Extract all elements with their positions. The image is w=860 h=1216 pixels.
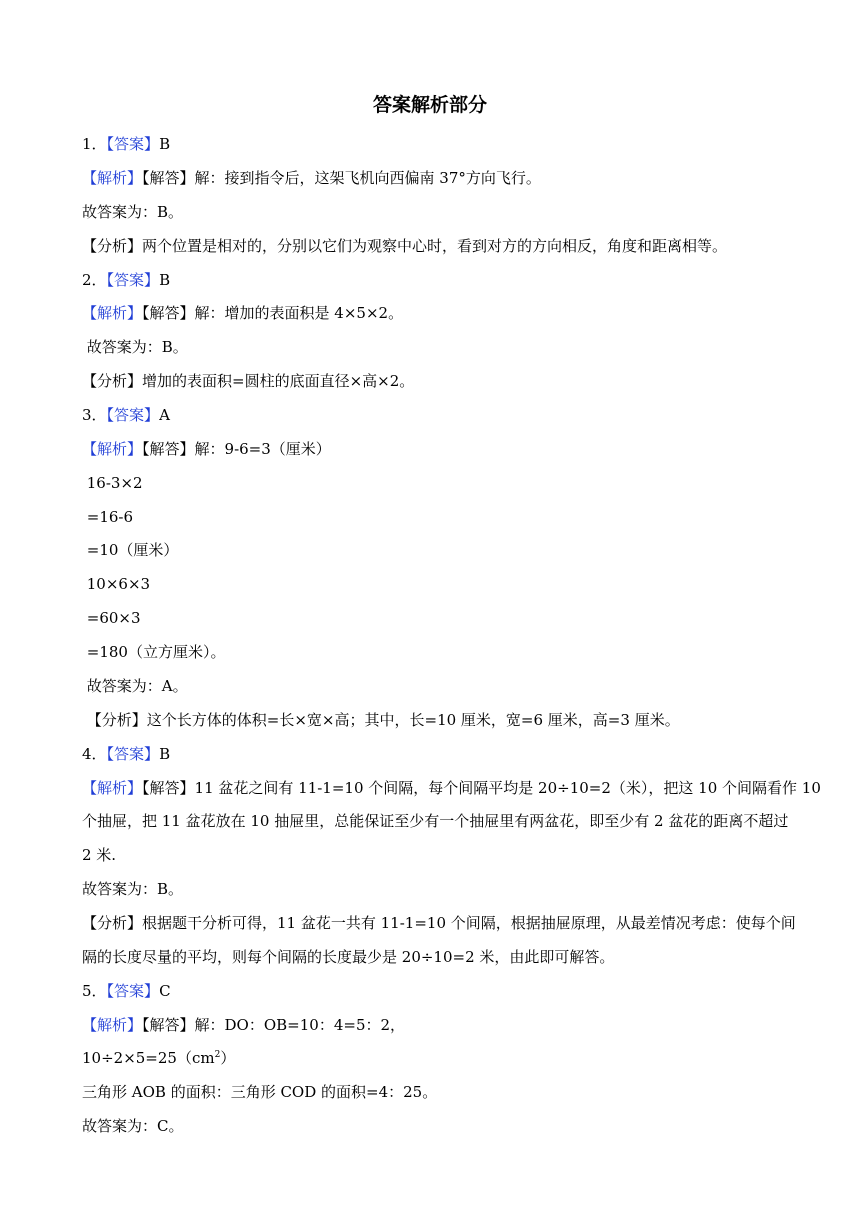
q3-step: 16-3×2: [82, 474, 143, 492]
q4-analysis-line: [82, 913, 812, 933]
page-title: 答案解析部分: [372, 94, 487, 116]
q1-conclusion: 故答案为：B。: [82, 203, 184, 221]
q4-solution-l2: 个抽屉，把 11 盆花放在 10 抽屉里，总能保证至少有一个抽屉里有两盆花，即至少有 2 盆花的距离不超过: [82, 812, 789, 830]
jieda-label: 【解答】: [142, 779, 195, 797]
q5-ratio: 三角形 AOB 的面积：三角形 COD 的面积=4：25。: [82, 1083, 438, 1101]
jiexi-label: 【解析】: [82, 440, 143, 458]
answer-label: 【答案】: [106, 271, 160, 289]
jieda-label: 【解答】: [142, 169, 195, 187]
q2-solution-line: [82, 303, 812, 323]
answer-label: 【答案】: [106, 135, 160, 153]
q3-analysis-line: [82, 710, 812, 730]
jiexi-label: 【解析】: [82, 1016, 143, 1034]
q4-analysis-l2: 隔的长度尽量的平均，则每个间隔的长度最少是 20÷10=2 米，由此即可解答。: [82, 948, 615, 966]
q2-answer: B: [159, 271, 171, 289]
q1-solution: 解：接到指令后，这架飞机向西偏南 37°方向飞行。: [194, 169, 541, 187]
fenxi-label: 【分析】: [82, 237, 143, 255]
q3-answer-line: [82, 405, 812, 425]
q1-analysis-line: [82, 236, 812, 256]
answer-label: 【答案】: [106, 982, 160, 1000]
q3-step: 10×6×3: [82, 575, 151, 593]
jiexi-label: 【解析】: [82, 169, 143, 187]
jieda-label: 【解答】: [142, 304, 195, 322]
q3-step: =60×3: [82, 609, 141, 627]
q4-conclusion: 故答案为：B。: [82, 880, 184, 898]
q5-solution: 解：DO：OB=10：4=5：2，: [194, 1016, 406, 1034]
q5-calc-line: [82, 1048, 812, 1068]
q2-analysis: 增加的表面积=圆柱的底面直径×高×2。: [142, 372, 415, 390]
q2-number: 2．: [82, 271, 107, 289]
jieda-label: 【解答】: [142, 440, 195, 458]
q4-solution-l3: 2 米.: [82, 846, 117, 864]
q3-step: =16-6: [82, 508, 134, 526]
q3-step: =180（立方厘米）。: [82, 643, 226, 661]
q3-solution: 解：9-6=3（厘米）: [194, 440, 331, 458]
q5-solution-line: [82, 1015, 812, 1035]
q3-analysis: 这个长方体的体积=长×宽×高；其中，长=10 厘米，宽=6 厘米，高=3 厘米。: [146, 711, 680, 729]
fenxi-label: 【分析】: [82, 914, 143, 932]
fenxi-label: 【分析】: [86, 711, 147, 729]
q5-answer: C: [159, 982, 171, 1000]
q2-answer-line: [82, 270, 812, 290]
q4-number: 4．: [82, 745, 107, 763]
q5-number: 5．: [82, 982, 107, 1000]
q4-solution-l1: 11 盆花之间有 11-1=10 个间隔，每个间隔平均是 20÷10=2（米），把这 10 个间隔看作 10: [194, 779, 821, 797]
q2-solution: 解：增加的表面积是 4×5×2。: [194, 304, 404, 322]
q4-solution-line: [82, 778, 821, 798]
q4-analysis-l1: 根据题干分析可得，11 盆花一共有 11-1=10 个间隔，根据抽屉原理，从最差情况考虑：使每个间: [142, 914, 796, 932]
q2-analysis-line: [82, 371, 812, 391]
q4-answer-line: [82, 744, 812, 764]
q4-answer: B: [159, 745, 171, 763]
jieda-label: 【解答】: [142, 1016, 195, 1034]
q3-answer: A: [159, 406, 170, 424]
q3-conclusion: 故答案为：A。: [82, 677, 188, 695]
q1-answer: B: [159, 135, 171, 153]
q5-calc: 10÷2×5=25（cm: [82, 1049, 215, 1067]
q1-analysis: 两个位置是相对的，分别以它们为观察中心时，看到对方的方向相反，角度和距离相等。: [142, 237, 728, 255]
answer-label: 【答案】: [106, 406, 160, 424]
q2-conclusion: 故答案为：B。: [82, 338, 188, 356]
answer-label: 【答案】: [106, 745, 160, 763]
q5-answer-line: [82, 981, 812, 1001]
fenxi-label: 【分析】: [82, 372, 143, 390]
q5-conclusion: 故答案为：C。: [82, 1117, 184, 1135]
q5-calc-sup: 2: [214, 1050, 221, 1060]
q5-calc-end: ）: [220, 1049, 236, 1067]
q1-solution-line: [82, 168, 812, 188]
q3-step: =10（厘米）: [82, 541, 179, 559]
jiexi-label: 【解析】: [82, 779, 143, 797]
q1-answer-line: [82, 134, 812, 154]
q1-number: 1．: [82, 135, 107, 153]
q3-solution-line: [82, 439, 812, 459]
q3-number: 3．: [82, 406, 107, 424]
jiexi-label: 【解析】: [82, 304, 143, 322]
